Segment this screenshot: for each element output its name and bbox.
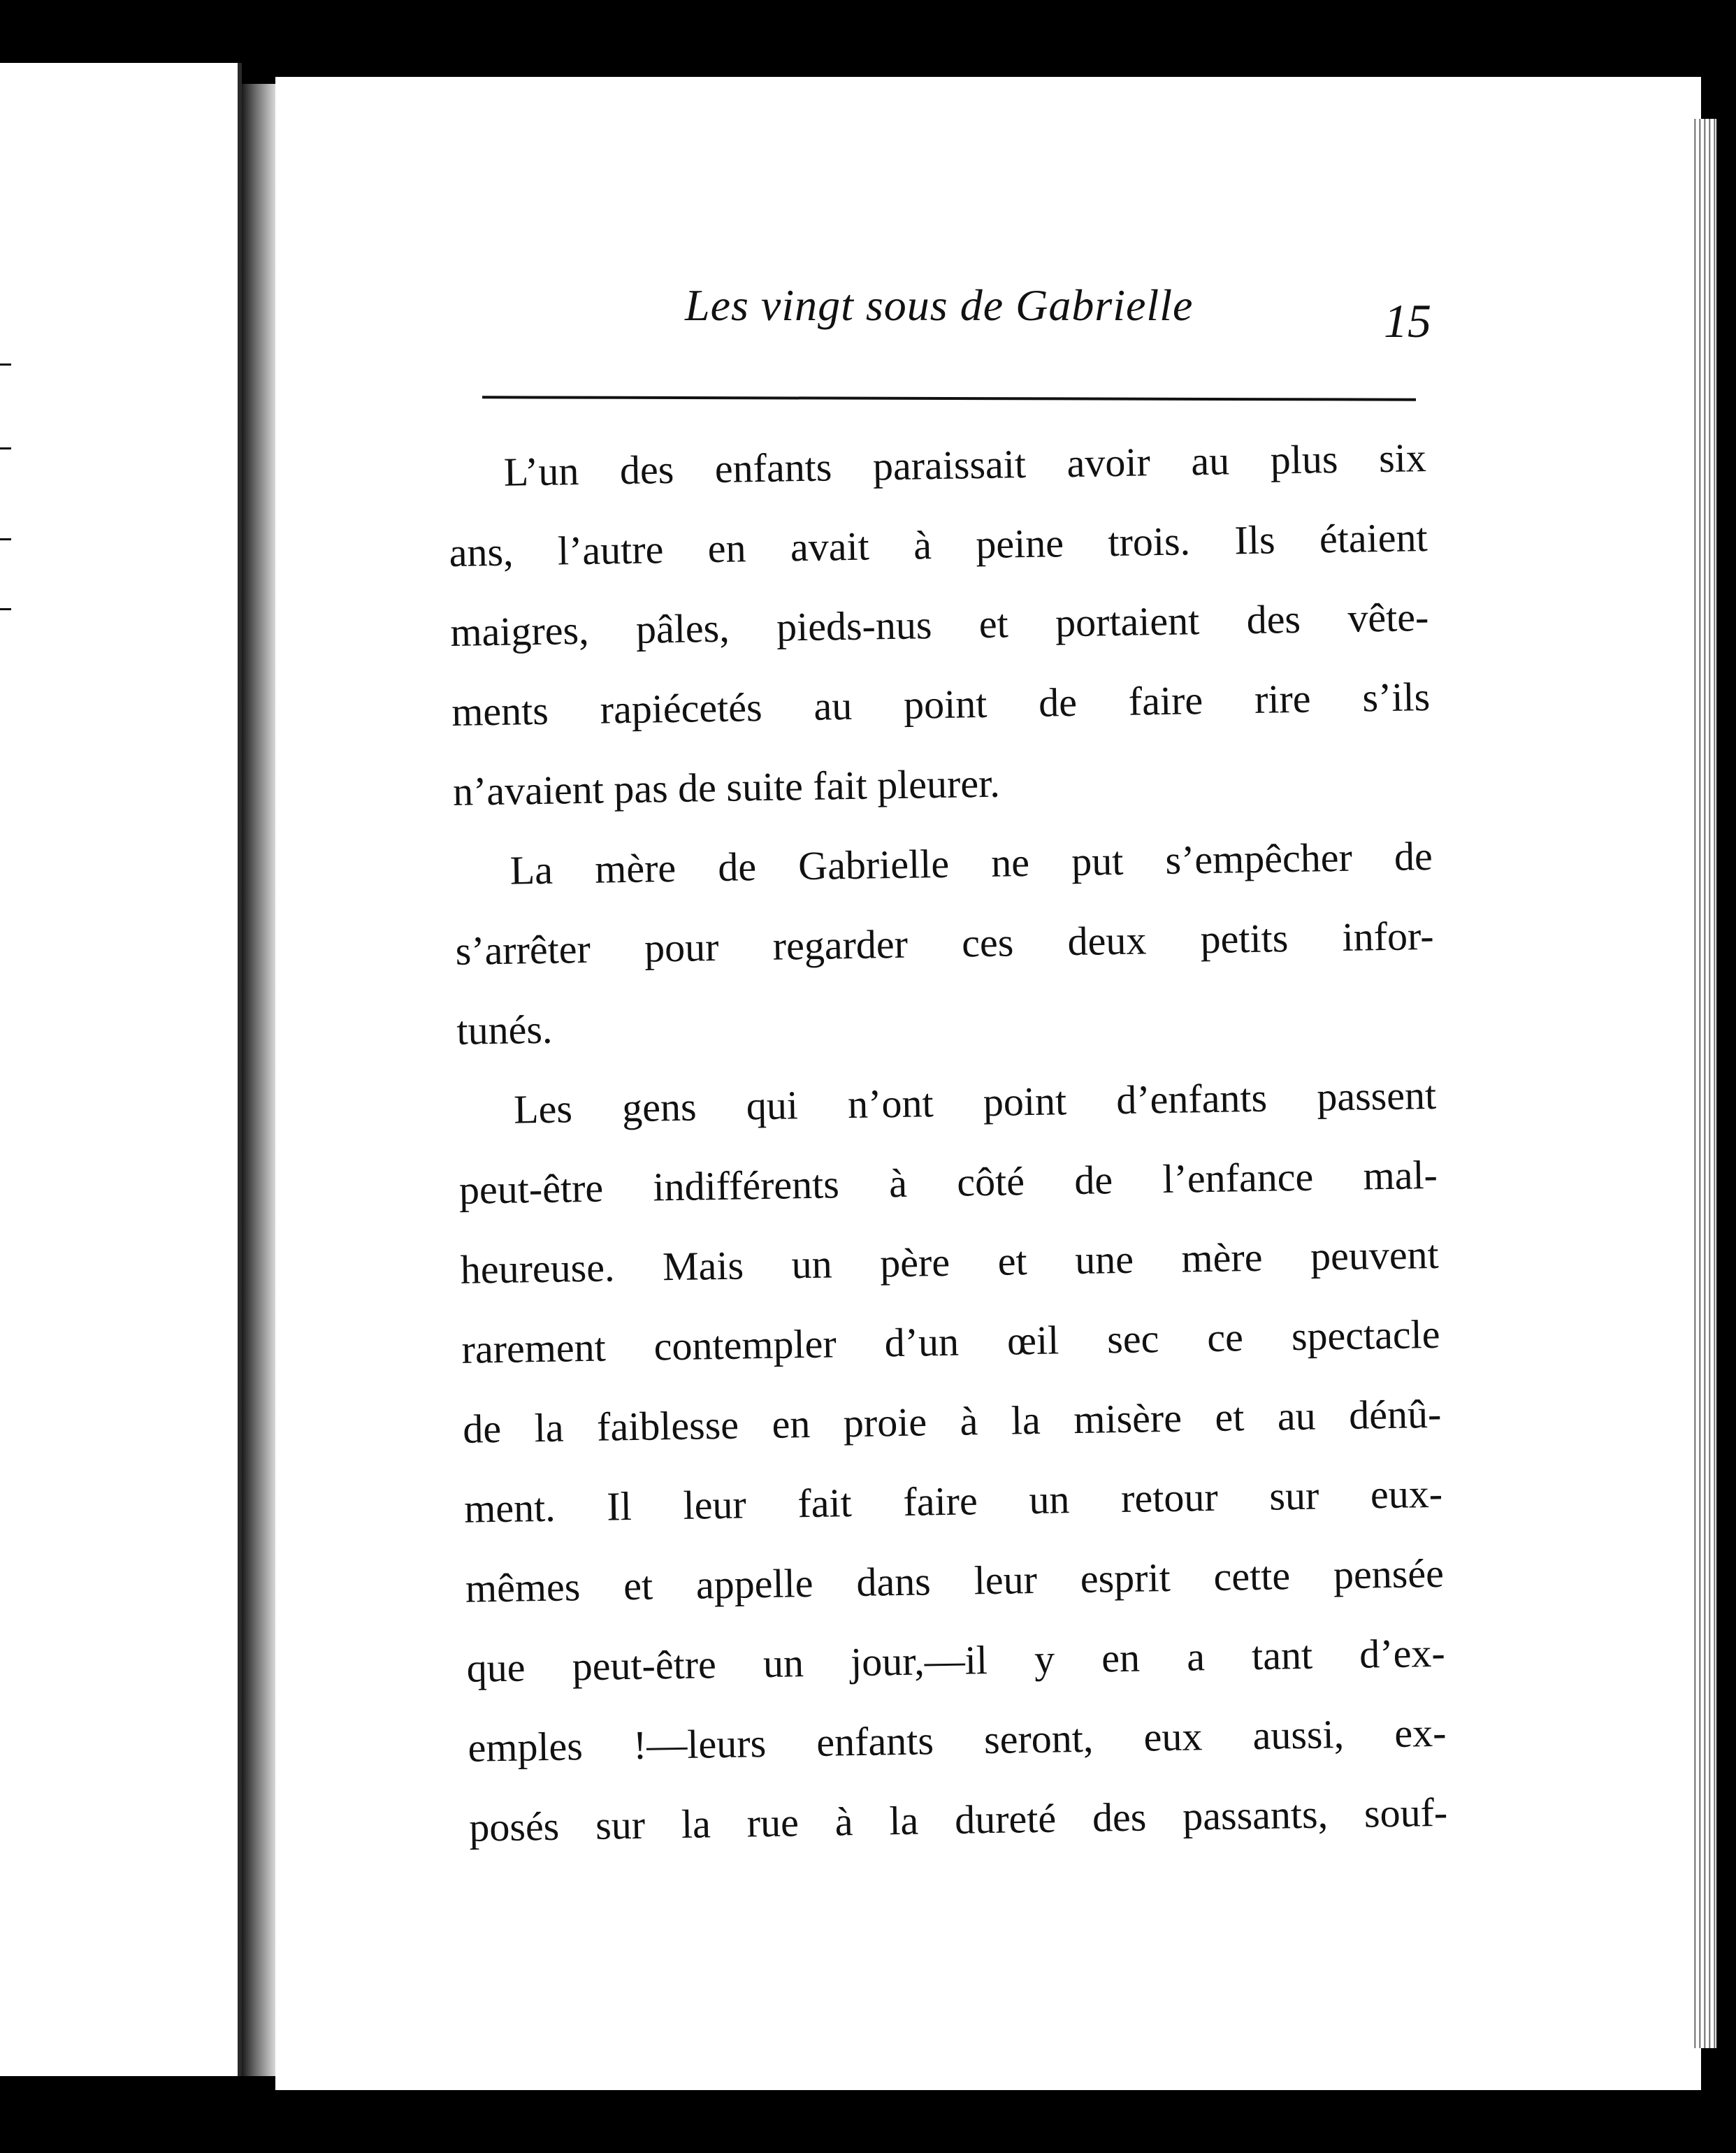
- text-line: que peut-être un jour,—il y en a tant d’ex-: [466, 1629, 1446, 1691]
- left-page-edge: [0, 63, 242, 2076]
- text-line: s’arrêter pour regarder ces deux petits infor-: [455, 912, 1434, 974]
- text-line: Les gens qui n’ont point d’enfants passent: [513, 1072, 1437, 1132]
- text-line: n’avaient pas de suite fait pleurer.: [452, 760, 1001, 814]
- text-line: emples !—leurs enfants seront, eux aussi, ex-: [468, 1709, 1447, 1771]
- body-text: [447, 418, 1448, 1868]
- page-number: 15: [1384, 294, 1431, 347]
- paragraph: [454, 816, 1435, 1071]
- text-line: tunés.: [456, 1006, 553, 1053]
- running-title: Les vingt sous de Gabrielle: [685, 280, 1194, 330]
- text-line: maigres, pâles, pieds-nus et portaient des vête-: [449, 593, 1429, 655]
- text-line: ans, l’autre en avait à peine trois. Ils étaient: [449, 514, 1428, 575]
- left-page-mark: [0, 538, 11, 540]
- left-page-mark: [0, 447, 11, 449]
- book-gutter-shadow: [242, 84, 275, 2076]
- text-line: mêmes et appelle dans leur esprit cette pensée: [465, 1550, 1445, 1611]
- text-line: heureuse. Mais un père et une mère peuvent: [460, 1231, 1440, 1292]
- text-line: La mère de Gabrielle ne put s’empêcher de: [509, 833, 1433, 893]
- left-page-mark: [0, 608, 11, 610]
- paragraph: [447, 418, 1432, 832]
- text-line: posés sur la rue à la dureté des passants, souf-: [468, 1789, 1448, 1850]
- text-line: peut-être indifférents à côté de l’enfance mal-: [458, 1151, 1438, 1213]
- text-line: ment. Il leur fait faire un retour sur eux-: [463, 1470, 1443, 1532]
- paragraph: [457, 1056, 1448, 1868]
- text-line: ments rapiécetés au point de faire rire s’ils: [451, 673, 1431, 735]
- left-page-mark: [0, 363, 11, 366]
- page-stack-edge: [1691, 119, 1716, 2048]
- text-line: L’un des enfants paraissait avoir au plus six: [503, 435, 1427, 495]
- text-line: rarement contempler d’un œil sec ce spectacle: [461, 1311, 1440, 1372]
- text-line: de la faiblesse en proie à la misère et au dénû-: [462, 1390, 1442, 1452]
